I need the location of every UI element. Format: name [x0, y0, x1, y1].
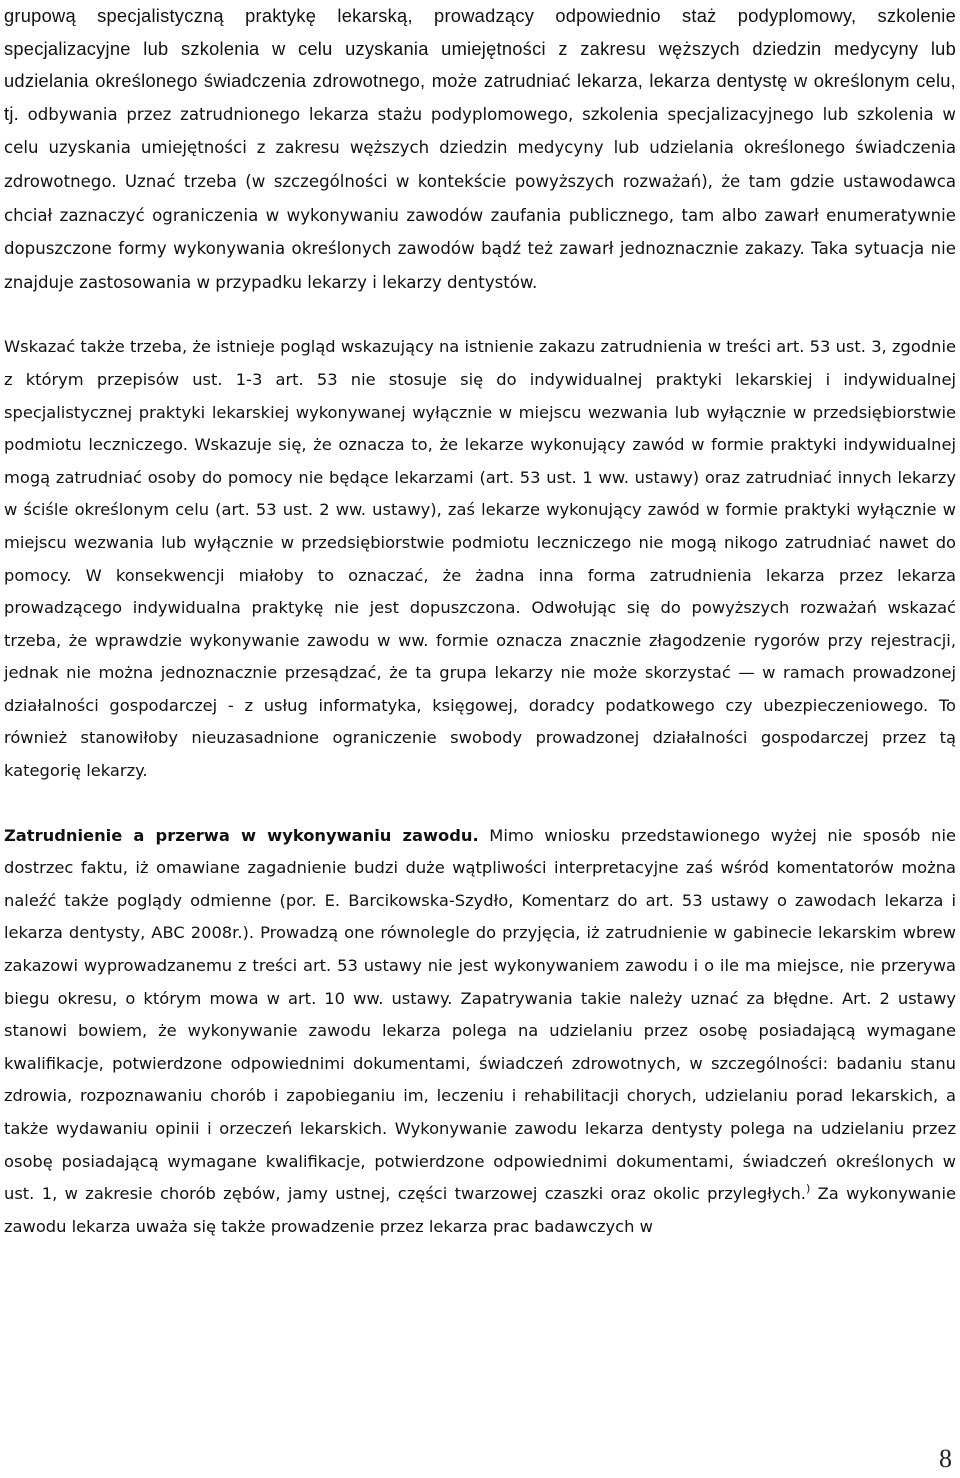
paragraph-3-tail: Za wykonywanie zawodu lekarza uważa się także prowadzenie przez lekarza prac badawczych w	[4, 1184, 956, 1236]
page-number: 8	[939, 1444, 952, 1473]
paragraph-2: Wskazać także trzeba, że istnieje pogląd wskazujący na istnienie zakazu zatrudnienia w treści art. 53 ust. 3, zgodnie z którym przepisów ust. 1-3 art. 53 nie stosuje się do indywidualnej praktyki lekarskiej i indywidualnej specjalistycznej praktyki lekarskiej wykonywanej wyłącznie w miejscu wezwania lub wyłącznie w przedsiębiorstwie podmiotu leczniczego. Wskazuje się, że oznacza to, że lekarze wykonujący zawód w formie praktyki indywidualnej mogą zatrudniać osoby do pomocy nie będące lekarzami (art. 53 ust. 1 ww. ustawy) oraz zatrudniać innych lekarzy w ściśle określonym celu (art. 53 ust. 2 ww. ustawy), zaś lekarze wykonujący zawód w formie praktyki wyłącznie w miejscu wezwania lub wyłącznie w przedsiębiorstwie podmiotu leczniczego nie mogą nikogo zatrudniać nawet do pomocy. W konsekwencji miałoby to oznaczać, że żadna inna forma zatrudnienia lekarza przez lekarza prowadzącego indywidualna praktykę nie jest dopuszczona. Odwołując się do powyższych rozważań wskazać trzeba, że wprawdzie wykonywanie zawodu w ww. formie oznacza znacznie złagodzenie rygorów przy rejestracji, jednak nie można jednoznacznie przesądzać, że ta grupa lekarzy nie może skorzystać — w ramach prowadzonej działalności gospodarczej - z usług informatyka, księgowej, doradcy podatkowego czy ubezpieczeniowego. To również stanowiłoby nieuzasadnione ograniczenie swobody prowadzonej działalności gospodarczej przez tą kategorię lekarzy.	[4, 337, 956, 781]
paragraph-gap	[4, 299, 956, 331]
section-heading: Zatrudnienie a przerwa w wykonywaniu zawodu.	[4, 825, 479, 845]
paragraph-3-body: Mimo wniosku przedstawionego wyżej nie sposób nie dostrzec faktu, iż omawiane zagadnienie budzi duże wątpliwości interpretacyjne zaś wśród komentatorów można naleźć także poglądy odmienne (por. E. Barcikowska-Szydło, Komentarz do art. 53 ustawy o zawodach lekarza i lekarza dentysty, ABC 2008r.). Prowadzą one równolegle do przyjęcia, iż zatrudnienie w gabinecie lekarskim wbrew zakazowi wyprowadzanemu z treści art. 53 ustawy nie jest wykonywaniem zawodu i o ile ma miejsce, nie przerywa biegu okresu, o którym mowa w art. 10 ww. ustawy. Zapatrywania takie należy uznać za błędne. Art. 2 ustawy stanowi bowiem, że wykonywanie zawodu lekarza polega na udzielaniu przez osobę posiadającą wymagane kwalifikacje, potwierdzone odpowiednimi dokumentami, świadczeń zdrowotnych, w szczególności: badaniu stanu zdrowia, rozpoznawaniu chorób i zapobieganiu im, leczeniu i rehabilitacji chorych, udzielaniu porad lekarskich, a także wydawaniu opinii i orzeczeń lekarskich. Wykonywanie zawodu lekarza dentysty polega na udzielaniu przez osobę posiadającą wymagane kwalifikacje, potwierdzone odpowiednimi dokumentami, świadczeń określonych w ust. 1, w zakresie chorób zębów, jamy ustnej, części twarzowej czaszki oraz okolic przyległych.	[4, 825, 957, 1204]
paragraph-1-rest: odbywania przez zatrudnionego lekarza stażu podyplomowego, szkolenia specjalizacyjnego lub szkolenia w celu uzyskania umiejętności z zakresu węższych dziedzin medycyny lub udzielania określonego świadczenia zdrowotnego. Uznać trzeba (w szczególności w kontekście powyższych rozważań), że tam gdzie ustawodawca chciał zaznaczyć ograniczenia w wykonywaniu zawodów zaufania publicznego, tam albo zawarł enumeratywnie dopuszczone formy wykonywania określonych zawodów bądź też zawarł jednoznacznie zakazy. Taka sytuacja nie znajduje zastosowania w przypadku lekarzy i lekarzy dentystów.	[4, 104, 956, 292]
paragraph-1-start: grupową specjalistyczną praktykę lekarską, prowadzący odpowiednio staż podyplomowy, szkolenie specjalizacyjne lub szkolenia w celu uzyskania umiejętności z zakresu węższych dziedzin medycyny lub udzielania określonego świadczenia zdrowotnego, może zatrudniać lekarza, lekarza dentystę w określonym celu, tj.	[4, 5, 956, 124]
paragraph-3	[4, 820, 956, 1244]
paragraph-1	[4, 0, 956, 299]
footnote-mark: )	[805, 1182, 811, 1196]
paragraph-gap	[4, 788, 956, 820]
